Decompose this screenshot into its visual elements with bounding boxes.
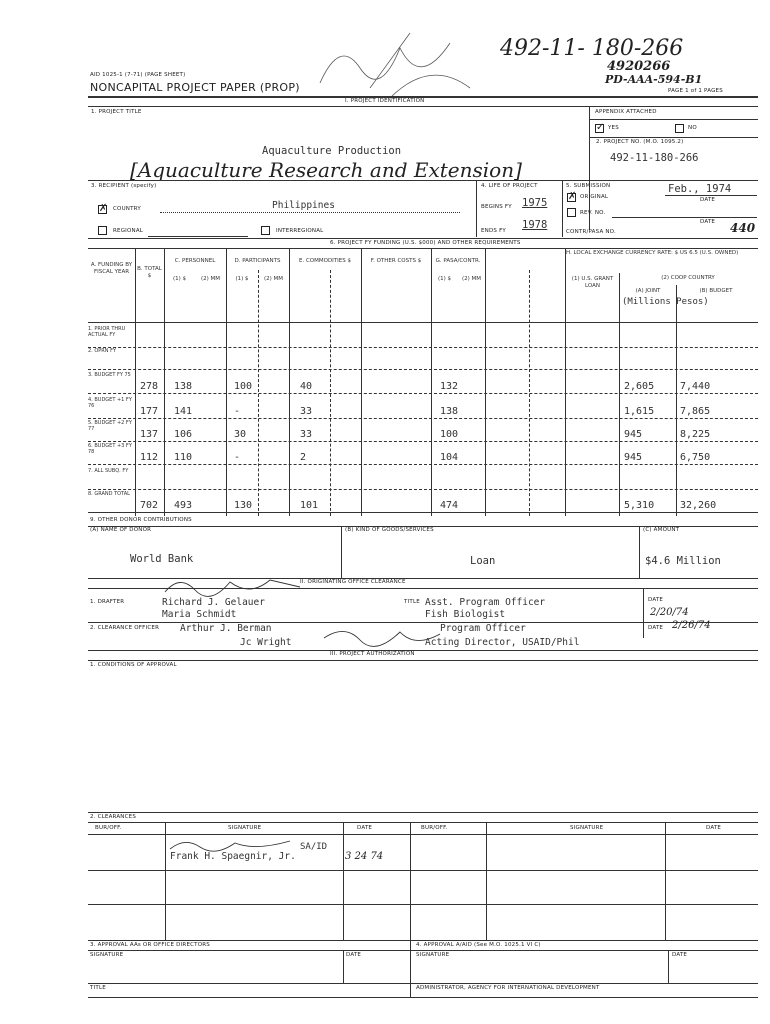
rule [665, 822, 666, 940]
col-f-header: F. OTHER COSTS $ [370, 258, 422, 264]
rule [486, 822, 487, 940]
drafter-title: Asst. Program Officer [425, 597, 546, 608]
date-label-2: DATE [700, 219, 716, 225]
drafter2-title: Fish Biologist [425, 609, 506, 620]
rule [88, 180, 758, 181]
clearance-officer-label: 2. CLEARANCE OFFICER [90, 625, 160, 631]
rule [88, 588, 758, 589]
interregional-checkbox[interactable] [261, 226, 270, 235]
funding-cell-e: 33 [300, 406, 313, 417]
drafter-label: 1. DRAFTER [90, 599, 125, 605]
funding-row-label: 2. OPRN FY [88, 348, 117, 354]
country-label: COUNTRY [113, 206, 141, 212]
funding-cell-g1: 138 [440, 406, 459, 417]
original-label: ORIGINAL [580, 194, 609, 200]
rule [164, 248, 165, 516]
currency-units: (Millions Pesos) [622, 297, 709, 307]
project-title-handwritten: [Aquaculture Research and Extension] [130, 158, 522, 182]
funding-cell-e: 33 [300, 429, 313, 440]
other-donors-label: 9. OTHER DONOR CONTRIBUTIONS [90, 517, 192, 523]
drafter-date: 2/20/74 [650, 607, 689, 618]
col-d1-header: (1) $ [235, 276, 249, 282]
funding-cell-b: 137 [140, 429, 159, 440]
col-c2-header: (2) MM [200, 276, 221, 282]
appendix-yes-label: YES [608, 125, 619, 131]
rule [88, 822, 758, 823]
col-a-header: A. FUNDING BY FISCAL YEAR [90, 262, 133, 275]
rule [88, 650, 758, 651]
officer2-title: Acting Director, USAID/Phil [425, 637, 580, 648]
rule [88, 248, 758, 249]
country-value: Philippines [272, 200, 335, 211]
row-divider [88, 418, 758, 419]
ends-label: ENDS FY [481, 228, 506, 234]
rule [562, 180, 563, 237]
approval-date-label-2: DATE [672, 952, 688, 958]
begins-label: BEGINS FY [481, 204, 512, 210]
date-label-1: DATE [700, 197, 716, 203]
col-h1-header: (1) U.S. GRANT LOAN [571, 276, 614, 289]
rule [476, 180, 477, 237]
clearances-label: 2. CLEARANCES [90, 814, 137, 820]
appendix-no-label: NO [688, 125, 697, 131]
rule [485, 248, 486, 516]
authorization-section-label: III. PROJECT AUTHORIZATION [330, 651, 415, 657]
funding-cell-g1: 474 [440, 500, 459, 511]
rule [343, 950, 344, 983]
contr-pasa-hw: 440 [730, 221, 756, 235]
approval-aa-label: 3. APPROVAL AAs OR OFFICE DIRECTORS [90, 942, 210, 948]
hw-pd-number: PD-AAA-594-B1 [605, 73, 703, 86]
funding-row-label: 3. BUDGET FY 75 [88, 372, 131, 378]
approval-title-label: TITLE [90, 985, 106, 991]
funding-cell-h2a: 945 [624, 429, 643, 440]
appendix-no-checkbox[interactable] [675, 124, 684, 133]
rule [619, 273, 620, 516]
original-date: Feb., 1974 [668, 183, 732, 195]
funding-cell-h2a: 1,615 [624, 406, 655, 417]
drafter-name: Richard J. Gelauer [162, 597, 265, 608]
donor-amount: $4.6 Million [645, 555, 721, 567]
funding-cell-h2a: 2,605 [624, 381, 655, 392]
signature-header-1: SIGNATURE [228, 825, 262, 831]
col-g1-header: (1) $ [437, 276, 452, 282]
rule [341, 526, 342, 578]
drafter-title-label: TITLE [404, 599, 420, 605]
clearance-office: SA/ID [300, 842, 328, 852]
approval-date-label-1: DATE [346, 952, 362, 958]
funding-row-label: 5. BUDGET +2 FY 77 [88, 420, 132, 432]
clearance-signer: Frank H. Spaegnir, Jr. [170, 851, 296, 862]
row-divider [88, 347, 758, 348]
rule [88, 940, 758, 941]
rule [431, 248, 432, 516]
funding-cell-b: 177 [140, 406, 159, 417]
funding-row-label: 1. PRIOR THRU ACTUAL FY [88, 326, 126, 338]
rule [668, 950, 669, 983]
funding-cell-h2b: 32,260 [680, 500, 717, 511]
country-checkbox[interactable]: ✗ [99, 203, 108, 214]
clearance-section-label: II. ORIGINATING OFFICE CLEARANCE [300, 579, 406, 585]
project-no-value: 492-11-180-266 [610, 152, 699, 164]
approval-sig-label-1: SIGNATURE [90, 952, 124, 958]
interregional-label: INTERREGIONAL [276, 228, 324, 234]
drafter-date-label: DATE [648, 597, 664, 603]
approval-sig-label-2: SIGNATURE [416, 952, 450, 958]
funding-cell-h2a: 5,310 [624, 500, 655, 511]
funding-cell-h2b: 6,750 [680, 452, 711, 463]
hw-stamp-number: 4920266 [607, 59, 671, 74]
rule [226, 248, 227, 516]
rule [88, 870, 758, 871]
donor-name: World Bank [130, 553, 194, 565]
donor-kind-label: (B) KIND OF GOODS/SERVICES [345, 527, 434, 533]
submission-label: 5. SUBMISSION [566, 183, 611, 189]
rule [612, 217, 757, 218]
rule [88, 238, 758, 239]
funding-cell-e: 40 [300, 381, 313, 392]
funding-cell-c1: 138 [174, 381, 193, 392]
rule [88, 950, 758, 951]
funding-cell-d1: - [234, 452, 241, 463]
col-h-header: H. LOCAL EXCHANGE CURRENCY RATE: $ US 6.5 (U.S. OWNED) [566, 250, 739, 256]
col-g-header: G. PASA/CONTR. [435, 258, 481, 264]
rule [343, 822, 344, 940]
appendix-label: APPENDIX ATTACHED [595, 109, 657, 115]
funding-cell-c1: 493 [174, 500, 193, 511]
rule [289, 248, 290, 516]
drafter2-name: Maria Schmidt [162, 609, 237, 620]
col-d-header: D. PARTICIPANTS [234, 258, 281, 264]
col-d2-header: (2) MM [263, 276, 284, 282]
rev-label: REV. NO. [580, 210, 606, 216]
funding-cell-b: 112 [140, 452, 159, 463]
funding-cell-h2b: 7,865 [680, 406, 711, 417]
funding-cell-c1: 110 [174, 452, 193, 463]
appendix-yes-checkbox[interactable]: ✓ [596, 122, 605, 133]
col-b-header: B. TOTAL $ [137, 266, 162, 279]
funding-cell-b: 702 [140, 500, 159, 511]
rule [410, 822, 411, 997]
row-divider [88, 512, 758, 513]
signature-header-2: SIGNATURE [570, 825, 604, 831]
row-divider [88, 441, 758, 442]
begins-value: 1975 [522, 197, 548, 209]
officer-signature [320, 620, 450, 650]
row-divider [88, 393, 758, 394]
col-e-header: E. COMMODITIES $ [298, 258, 351, 264]
project-no-label: 2. PROJECT NO. (M.O. 1095.2) [596, 139, 684, 145]
rule [88, 997, 758, 998]
funding-cell-g1: 132 [440, 381, 459, 392]
funding-cell-d1: 100 [234, 381, 253, 392]
funding-cell-g1: 104 [440, 452, 459, 463]
life-of-project-label: 4. LIFE OF PROJECT [481, 183, 538, 189]
funding-cell-h2b: 8,225 [680, 429, 711, 440]
funding-cell-e: 101 [300, 500, 319, 511]
hw-project-number: 492-11- 180-266 [500, 36, 684, 61]
clearance-date: 3 24 74 [345, 851, 384, 862]
approval-aid-label: 4. APPROVAL A/AID (See M.O. 1025.1 VI C) [416, 942, 541, 948]
page-note: PAGE 1 of 1 PAGES [668, 88, 723, 94]
col-h2a-header: (A) JOINT [635, 288, 661, 294]
date-header-2: DATE [706, 825, 722, 831]
officer-date: 2/26/74 [672, 620, 711, 631]
rule [88, 322, 758, 323]
funding-cell-b: 278 [140, 381, 159, 392]
project-title-label: 1. PROJECT TITLE [91, 109, 142, 115]
officer2-name: Jc Wright [240, 637, 292, 648]
rule [88, 983, 758, 984]
officer-date-label: DATE [648, 625, 664, 631]
rule [88, 904, 758, 905]
rev-checkbox[interactable] [567, 208, 576, 217]
funding-row-label: 6. BUDGET +3 FY 78 [88, 443, 132, 455]
donor-name-label: (A) NAME OF DONOR [90, 527, 152, 533]
row-divider [88, 489, 758, 490]
rule [639, 526, 640, 578]
rule [589, 119, 758, 120]
rule [665, 195, 757, 196]
officer-name: Arthur J. Berman [180, 623, 272, 634]
conditions-label: 1. CONDITIONS OF APPROVAL [90, 662, 177, 668]
col-g2-header: (2) MM [461, 276, 482, 282]
date-header-1: DATE [357, 825, 373, 831]
original-checkbox[interactable]: ✗ [568, 191, 577, 202]
rule [589, 137, 758, 138]
donor-amount-label: (C) AMOUNT [643, 527, 680, 533]
handwritten-scribble [300, 28, 500, 103]
funding-row-label: 7. ALL SUBQ. FY [88, 468, 129, 474]
rule [676, 285, 677, 516]
form-title: NONCAPITAL PROJECT PAPER (PROP) [90, 81, 300, 94]
funding-cell-d1: 30 [234, 429, 247, 440]
col-c1-header: (1) $ [172, 276, 187, 282]
rule [361, 248, 362, 516]
row-divider [88, 464, 758, 465]
administrator-label: ADMINISTRATOR, AGENCY FOR INTERNATIONAL DEVELOPMENT [416, 985, 600, 991]
funding-cell-g1: 100 [440, 429, 459, 440]
funding-cell-d1: 130 [234, 500, 253, 511]
rule [160, 212, 460, 213]
funding-cell-h2b: 7,440 [680, 381, 711, 392]
funding-cell-c1: 141 [174, 406, 193, 417]
donor-kind: Loan [470, 555, 496, 567]
rule [643, 588, 644, 638]
col-h2-header: (2) COOP COUNTRY [661, 275, 715, 281]
funding-row-label: 4. BUDGET +1 FY 76 [88, 397, 132, 409]
project-title-typed: Aquaculture Production [262, 145, 402, 157]
ends-value: 1978 [522, 219, 548, 231]
contr-pasa-label: CONTR/PASA NO. [566, 229, 616, 235]
form-code: AID 1025-1 (7-71) (PAGE SHEET) [90, 72, 186, 78]
bur-off-header-2: BUR/OFF. [421, 825, 448, 831]
funding-cell-d1: - [234, 406, 241, 417]
section-1-label: I. PROJECT IDENTIFICATION [345, 98, 425, 104]
rule [88, 660, 758, 661]
officer-title: Program Officer [440, 623, 526, 634]
funding-cell-c1: 106 [174, 429, 193, 440]
regional-checkbox[interactable] [98, 226, 107, 235]
col-h2b-header: (B) BUDGET [699, 288, 733, 294]
funding-section-label: 6. PROJECT FY FUNDING (U.S. $000) AND OTHER REQUIREMENTS [330, 240, 521, 246]
rule [135, 248, 136, 516]
funding-row-label: 8. GRAND TOTAL [88, 491, 130, 497]
bur-off-header-1: BUR/OFF. [95, 825, 122, 831]
rule [88, 812, 758, 813]
funding-cell-h2a: 945 [624, 452, 643, 463]
col-c-header: C. PERSONNEL [174, 258, 216, 264]
rule [148, 236, 248, 237]
rule [88, 106, 758, 107]
recipient-label: 3. RECIPIENT (specify) [91, 183, 157, 189]
row-divider [88, 369, 758, 370]
funding-cell-e: 2 [300, 452, 307, 463]
regional-label: REGIONAL [113, 228, 144, 234]
